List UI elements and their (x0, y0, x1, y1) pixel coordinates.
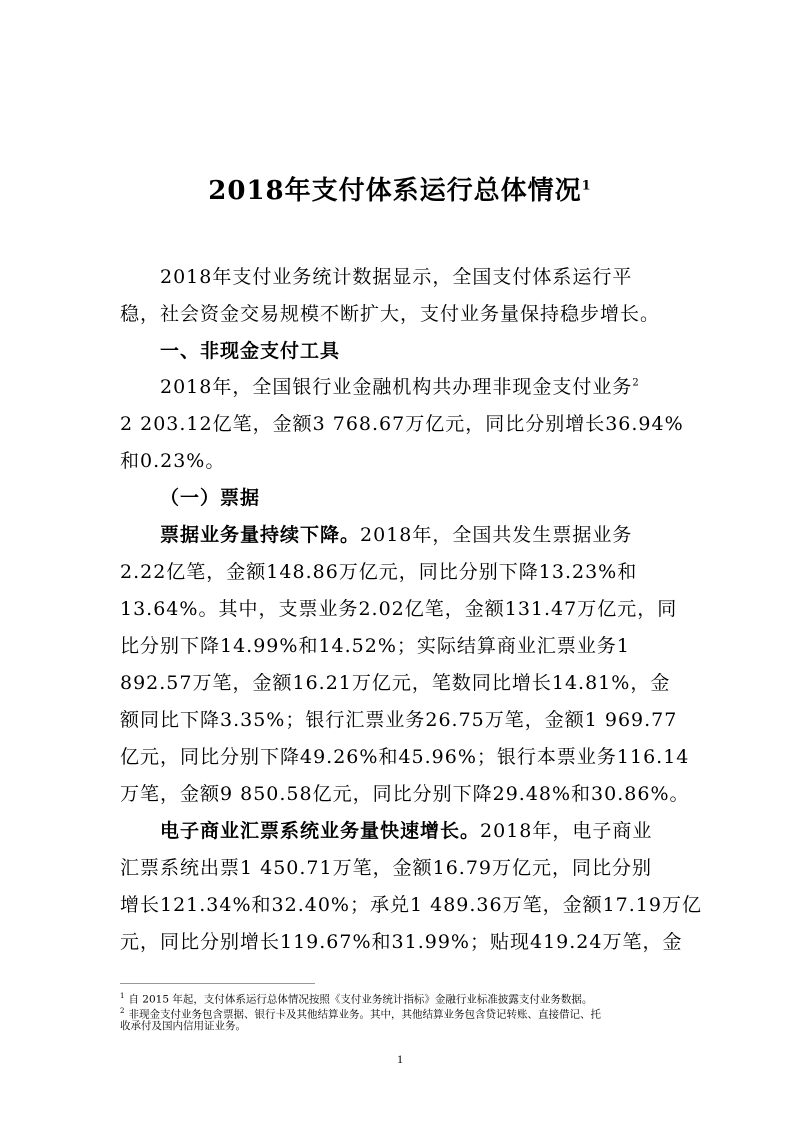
para2-line-7: 亿元，同比分别下降49.26%和45.96%；银行本票业务116.14 (120, 746, 690, 768)
para2-lead: 票据业务量持续下降。 (160, 524, 361, 546)
subsection-heading-bills: （一）票据 (160, 487, 261, 509)
para3-lead: 电子商业汇票系统业务量快速增长。 (160, 820, 481, 842)
para3-line-2: 汇票系统出票1 450.71万笔，金额16.79万亿元，同比分别 (120, 857, 653, 879)
page-number: 1 (397, 1052, 403, 1066)
document-title (0, 170, 800, 207)
title-text: 2018年支付体系运行总体情况 (208, 176, 582, 206)
para1-line-1-text: 2018年，全国银行业金融机构共办理非现金支付业务 (160, 376, 633, 398)
title-footnote-marker: 1 (581, 178, 592, 194)
para3-line-1 (160, 816, 652, 843)
para2-line-6: 额同比下降3.35%；银行汇票业务26.75万笔，金额1 969.77 (120, 709, 678, 731)
footnote-1-mark: 1 (120, 992, 125, 1000)
footnote-marker-2: 2 (632, 377, 640, 389)
footnote-2-mark: 2 (120, 1007, 125, 1015)
footnote-2-continued: 收承付及国内信用证业务。 (120, 1020, 246, 1032)
footnote-2-text: 非现金支付业务包含票据、银行卡及其他结算业务。其中，其他结算业务包含贷记转账、直接借记、托 (128, 1008, 601, 1021)
para2-line-3: 13.64%。其中，支票业务2.02亿笔，金额131.47万亿元，同 (120, 598, 678, 620)
para1-line-2: 2 203.12亿笔，金额3 768.67万亿元，同比分别增长36.94% (120, 413, 684, 435)
para3-line-3: 增长121.34%和32.40%；承兑1 489.36万笔，金额17.19万亿 (120, 894, 702, 916)
para2-line-2: 2.22亿笔，金额148.86万亿元，同比分别下降13.23%和 (120, 561, 638, 583)
footnote-divider (120, 983, 315, 984)
intro-line-2: 稳，社会资金交易规模不断扩大，支付业务量保持稳步增长。 (120, 303, 661, 325)
footnote-1-text: 自 2015 年起，支付体系运行总体情况按照《支付业务统计指标》金融行业标准披露支付业务数据。 (128, 993, 593, 1006)
para3-line-4: 元，同比分别增长119.67%和31.99%；贴现419.24万笔，金 (120, 931, 683, 953)
para2-line-8: 万笔，金额9 850.58亿元，同比分别下降29.48%和30.86%。 (120, 783, 690, 805)
para2-line-4: 比分别下降14.99%和14.52%；实际结算商业汇票业务1 (120, 635, 630, 657)
para1-line-1 (160, 372, 640, 399)
para2-line-1 (160, 520, 632, 547)
para3-line-1-rest: 2018年，电子商业 (480, 820, 653, 842)
intro-line-1: 2018年支付业务统计数据显示，全国支付体系运行平 (160, 266, 633, 288)
para2-line-5: 892.57万笔，金额16.21万亿元，笔数同比增长14.81%，金 (120, 672, 671, 694)
para1-line-3: 和0.23%。 (120, 450, 226, 472)
section-heading-1: 一、非现金支付工具 (160, 340, 341, 362)
para2-line-1-rest: 2018年，全国共发生票据业务 (360, 524, 633, 546)
